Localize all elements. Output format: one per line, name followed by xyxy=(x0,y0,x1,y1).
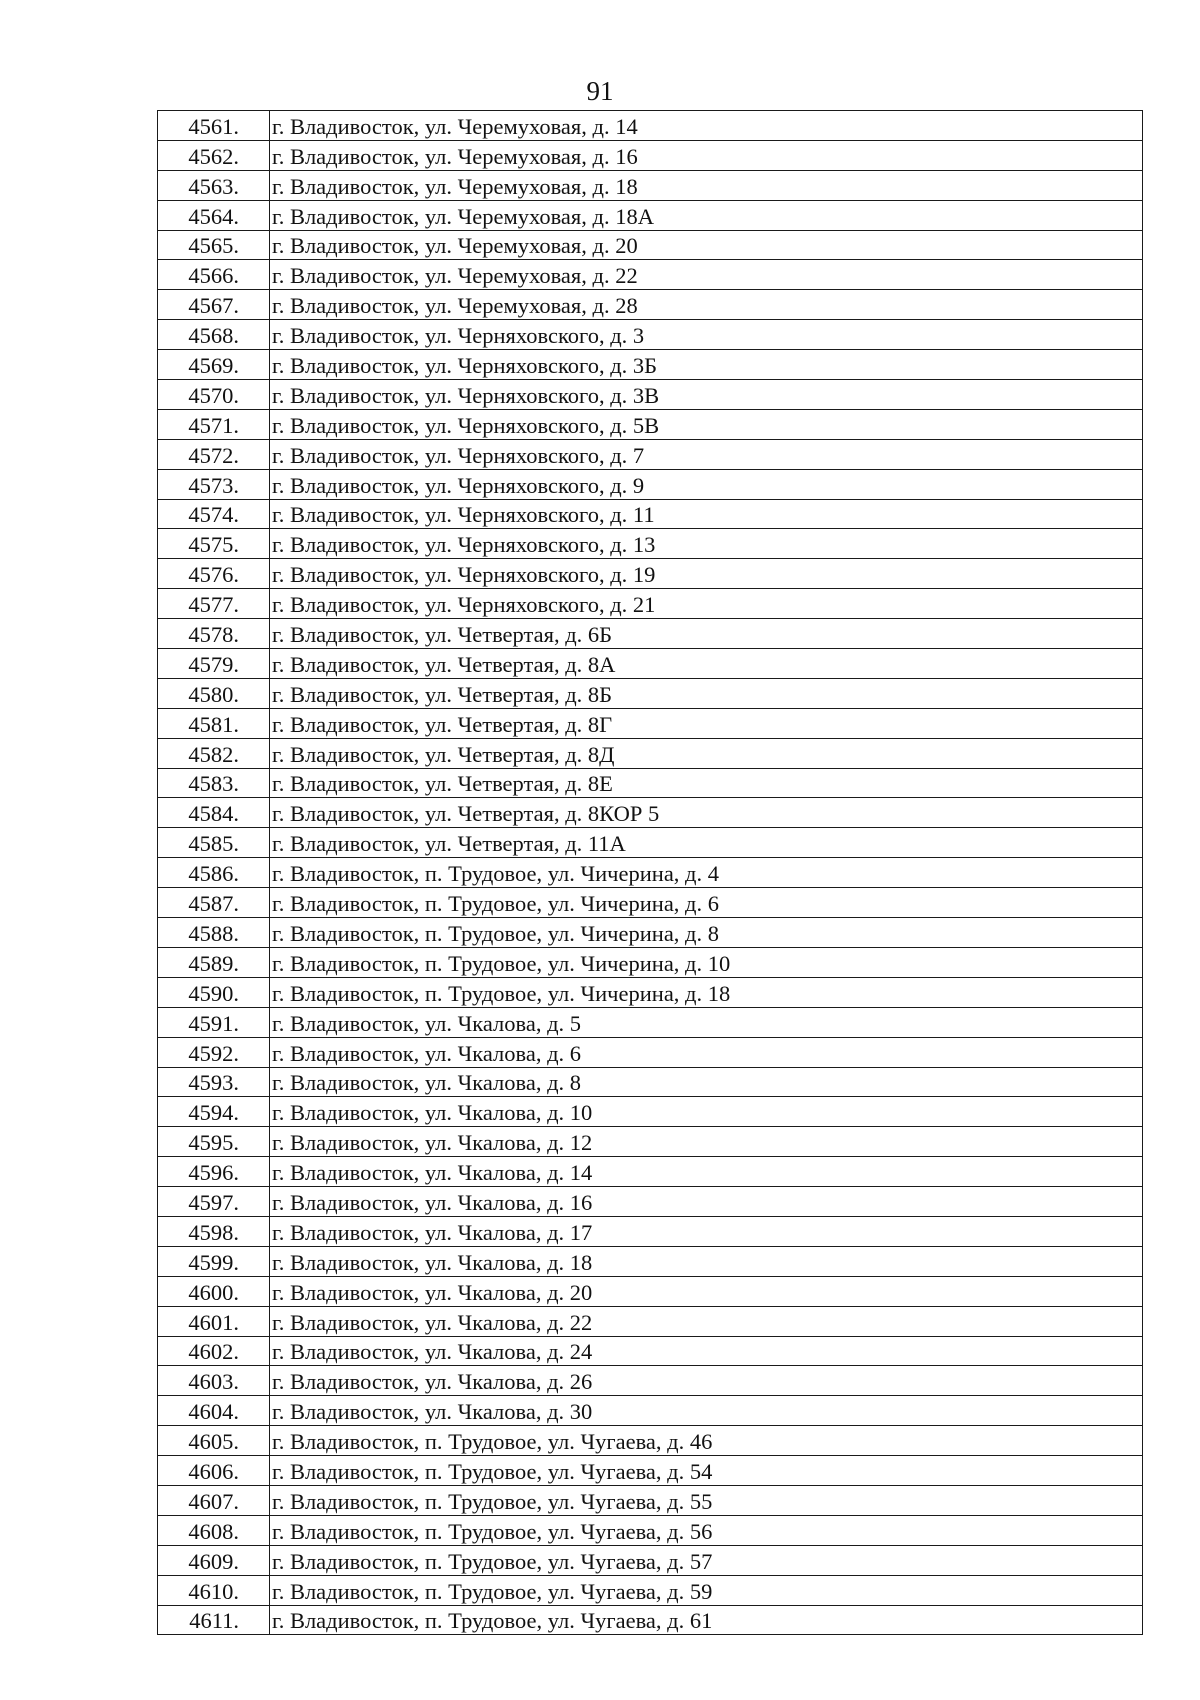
table-row xyxy=(158,918,1143,948)
table-row xyxy=(158,1396,1143,1426)
row-address: г. Владивосток, ул. Чкалова, д. 18 xyxy=(270,1246,1143,1276)
table-row xyxy=(158,1216,1143,1246)
row-number: 4587. xyxy=(158,888,270,918)
row-address: г. Владивосток, ул. Чкалова, д. 12 xyxy=(270,1127,1143,1157)
row-address: г. Владивосток, п. Трудовое, ул. Чичерина, д. 8 xyxy=(270,918,1143,948)
row-number: 4585. xyxy=(158,828,270,858)
row-address: г. Владивосток, ул. Черняховского, д. 3Б xyxy=(270,350,1143,380)
row-address: г. Владивосток, ул. Чкалова, д. 10 xyxy=(270,1097,1143,1127)
row-number: 4588. xyxy=(158,918,270,948)
table-row xyxy=(158,708,1143,738)
table-row xyxy=(158,439,1143,469)
row-number: 4592. xyxy=(158,1037,270,1067)
row-address: г. Владивосток, ул. Черняховского, д. 9 xyxy=(270,469,1143,499)
row-address: г. Владивосток, ул. Четвертая, д. 11А xyxy=(270,828,1143,858)
table-row xyxy=(158,1276,1143,1306)
row-address: г. Владивосток, ул. Чкалова, д. 20 xyxy=(270,1276,1143,1306)
row-address: г. Владивосток, ул. Четвертая, д. 8А xyxy=(270,649,1143,679)
table-row xyxy=(158,678,1143,708)
row-address: г. Владивосток, ул. Черняховского, д. 3В xyxy=(270,380,1143,410)
table-row xyxy=(158,619,1143,649)
row-address: г. Владивосток, п. Трудовое, ул. Чичерина, д. 6 xyxy=(270,888,1143,918)
row-number: 4593. xyxy=(158,1067,270,1097)
table-row xyxy=(158,738,1143,768)
row-number: 4565. xyxy=(158,230,270,260)
row-address: г. Владивосток, ул. Четвертая, д. 8Д xyxy=(270,738,1143,768)
row-address: г. Владивосток, ул. Четвертая, д. 8Г xyxy=(270,708,1143,738)
table-row xyxy=(158,1426,1143,1456)
table-row xyxy=(158,380,1143,410)
table-row xyxy=(158,559,1143,589)
table-row xyxy=(158,200,1143,230)
row-number: 4572. xyxy=(158,439,270,469)
table-row xyxy=(158,1485,1143,1515)
row-number: 4578. xyxy=(158,619,270,649)
row-number: 4591. xyxy=(158,1007,270,1037)
row-number: 4607. xyxy=(158,1485,270,1515)
row-address: г. Владивосток, ул. Чкалова, д. 24 xyxy=(270,1336,1143,1366)
row-address: г. Владивосток, ул. Чкалова, д. 5 xyxy=(270,1007,1143,1037)
row-number: 4580. xyxy=(158,678,270,708)
row-address: г. Владивосток, ул. Черняховского, д. 5В xyxy=(270,409,1143,439)
row-number: 4586. xyxy=(158,858,270,888)
row-number: 4583. xyxy=(158,768,270,798)
row-address: г. Владивосток, ул. Черемуховая, д. 28 xyxy=(270,290,1143,320)
row-number: 4576. xyxy=(158,559,270,589)
row-address: г. Владивосток, п. Трудовое, ул. Чичерина, д. 18 xyxy=(270,977,1143,1007)
address-table xyxy=(157,110,1143,1635)
table-row xyxy=(158,111,1143,141)
row-number: 4567. xyxy=(158,290,270,320)
table-row xyxy=(158,1007,1143,1037)
table-row xyxy=(158,828,1143,858)
row-address: г. Владивосток, п. Трудовое, ул. Чугаева, д. 59 xyxy=(270,1575,1143,1605)
row-address: г. Владивосток, ул. Четвертая, д. 8КОР 5 xyxy=(270,798,1143,828)
row-address: г. Владивосток, п. Трудовое, ул. Чичерина, д. 10 xyxy=(270,947,1143,977)
table-row xyxy=(158,1575,1143,1605)
row-address: г. Владивосток, ул. Чкалова, д. 30 xyxy=(270,1396,1143,1426)
row-number: 4584. xyxy=(158,798,270,828)
row-number: 4610. xyxy=(158,1575,270,1605)
table-row xyxy=(158,350,1143,380)
row-address: г. Владивосток, ул. Чкалова, д. 26 xyxy=(270,1366,1143,1396)
page-number: 91 xyxy=(586,76,614,106)
row-address: г. Владивосток, ул. Чкалова, д. 17 xyxy=(270,1216,1143,1246)
table-row xyxy=(158,1097,1143,1127)
row-number: 4582. xyxy=(158,738,270,768)
row-address: г. Владивосток, п. Трудовое, ул. Чугаева, д. 61 xyxy=(270,1605,1143,1635)
row-number: 4571. xyxy=(158,409,270,439)
row-address: г. Владивосток, ул. Черемуховая, д. 16 xyxy=(270,140,1143,170)
table-row xyxy=(158,798,1143,828)
table-row xyxy=(158,170,1143,200)
row-address: г. Владивосток, ул. Черняховского, д. 21 xyxy=(270,589,1143,619)
row-address: г. Владивосток, п. Трудовое, ул. Чугаева, д. 57 xyxy=(270,1545,1143,1575)
row-address: г. Владивосток, ул. Черняховского, д. 7 xyxy=(270,439,1143,469)
row-number: 4570. xyxy=(158,380,270,410)
row-number: 4563. xyxy=(158,170,270,200)
row-address: г. Владивосток, п. Трудовое, ул. Чугаева, д. 55 xyxy=(270,1485,1143,1515)
row-number: 4562. xyxy=(158,140,270,170)
row-number: 4597. xyxy=(158,1187,270,1217)
row-address: г. Владивосток, ул. Чкалова, д. 16 xyxy=(270,1187,1143,1217)
table-row xyxy=(158,858,1143,888)
table-row xyxy=(158,1336,1143,1366)
table-row xyxy=(158,320,1143,350)
row-number: 4574. xyxy=(158,499,270,529)
row-number: 4608. xyxy=(158,1515,270,1545)
table-row xyxy=(158,1127,1143,1157)
row-number: 4603. xyxy=(158,1366,270,1396)
row-number: 4595. xyxy=(158,1127,270,1157)
row-number: 4605. xyxy=(158,1426,270,1456)
table-row xyxy=(158,977,1143,1007)
row-address: г. Владивосток, п. Трудовое, ул. Чугаева, д. 54 xyxy=(270,1456,1143,1486)
row-address: г. Владивосток, ул. Чкалова, д. 6 xyxy=(270,1037,1143,1067)
row-address: г. Владивосток, ул. Черняховского, д. 19 xyxy=(270,559,1143,589)
table-row xyxy=(158,1246,1143,1276)
table-row xyxy=(158,947,1143,977)
row-number: 4600. xyxy=(158,1276,270,1306)
row-number: 4561. xyxy=(158,111,270,141)
row-number: 4599. xyxy=(158,1246,270,1276)
row-address: г. Владивосток, ул. Чкалова, д. 22 xyxy=(270,1306,1143,1336)
table-row xyxy=(158,649,1143,679)
row-address: г. Владивосток, ул. Четвертая, д. 8Б xyxy=(270,678,1143,708)
row-number: 4566. xyxy=(158,260,270,290)
table-body xyxy=(158,111,1143,1635)
table-row xyxy=(158,469,1143,499)
row-number: 4602. xyxy=(158,1336,270,1366)
row-number: 4579. xyxy=(158,649,270,679)
row-address: г. Владивосток, ул. Черняховского, д. 3 xyxy=(270,320,1143,350)
row-address: г. Владивосток, п. Трудовое, ул. Чугаева, д. 56 xyxy=(270,1515,1143,1545)
row-number: 4598. xyxy=(158,1216,270,1246)
row-address: г. Владивосток, ул. Черемуховая, д. 18 xyxy=(270,170,1143,200)
row-number: 4596. xyxy=(158,1157,270,1187)
table-row xyxy=(158,1306,1143,1336)
row-number: 4564. xyxy=(158,200,270,230)
row-number: 4604. xyxy=(158,1396,270,1426)
table-row xyxy=(158,768,1143,798)
row-number: 4606. xyxy=(158,1456,270,1486)
row-address: г. Владивосток, ул. Черняховского, д. 11 xyxy=(270,499,1143,529)
row-number: 4581. xyxy=(158,708,270,738)
row-number: 4577. xyxy=(158,589,270,619)
table-row xyxy=(158,409,1143,439)
table-row xyxy=(158,589,1143,619)
table-row xyxy=(158,1157,1143,1187)
row-number: 4611. xyxy=(158,1605,270,1635)
row-number: 4575. xyxy=(158,529,270,559)
row-address: г. Владивосток, ул. Черемуховая, д. 18А xyxy=(270,200,1143,230)
table-row xyxy=(158,1605,1143,1635)
row-number: 4601. xyxy=(158,1306,270,1336)
row-number: 4589. xyxy=(158,947,270,977)
table-row xyxy=(158,260,1143,290)
table-row xyxy=(158,499,1143,529)
table-row xyxy=(158,529,1143,559)
table-row xyxy=(158,1037,1143,1067)
table-row xyxy=(158,140,1143,170)
row-address: г. Владивосток, ул. Чкалова, д. 8 xyxy=(270,1067,1143,1097)
table-row xyxy=(158,290,1143,320)
row-address: г. Владивосток, ул. Черемуховая, д. 14 xyxy=(270,111,1143,141)
row-address: г. Владивосток, п. Трудовое, ул. Чичерина, д. 4 xyxy=(270,858,1143,888)
row-number: 4569. xyxy=(158,350,270,380)
table-row xyxy=(158,1515,1143,1545)
table-row xyxy=(158,1456,1143,1486)
row-address: г. Владивосток, ул. Чкалова, д. 14 xyxy=(270,1157,1143,1187)
row-address: г. Владивосток, ул. Четвертая, д. 6Б xyxy=(270,619,1143,649)
row-number: 4568. xyxy=(158,320,270,350)
table-row xyxy=(158,230,1143,260)
table-row xyxy=(158,1366,1143,1396)
row-number: 4594. xyxy=(158,1097,270,1127)
table-row xyxy=(158,1067,1143,1097)
row-address: г. Владивосток, ул. Черняховского, д. 13 xyxy=(270,529,1143,559)
row-number: 4590. xyxy=(158,977,270,1007)
table-row xyxy=(158,888,1143,918)
row-address: г. Владивосток, ул. Черемуховая, д. 22 xyxy=(270,260,1143,290)
table-row xyxy=(158,1545,1143,1575)
row-number: 4573. xyxy=(158,469,270,499)
row-address: г. Владивосток, ул. Черемуховая, д. 20 xyxy=(270,230,1143,260)
row-address: г. Владивосток, ул. Четвертая, д. 8Е xyxy=(270,768,1143,798)
table-row xyxy=(158,1187,1143,1217)
row-address: г. Владивосток, п. Трудовое, ул. Чугаева, д. 46 xyxy=(270,1426,1143,1456)
row-number: 4609. xyxy=(158,1545,270,1575)
